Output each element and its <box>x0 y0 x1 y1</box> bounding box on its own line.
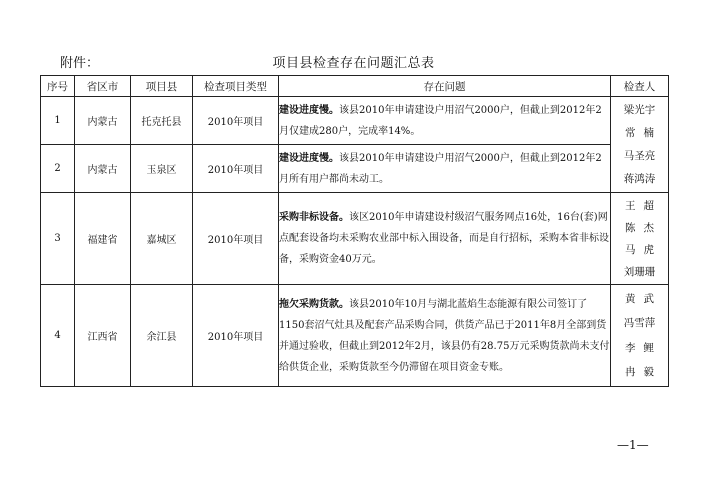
issue-text: 该区2010年申请建设村级沼气服务网点16处，16台(套)网点配套设备均未采购农业部中标入围设备，而是自行招标，采购本省非标设备，采购资金40万元。 <box>279 212 609 265</box>
issues-table <box>40 75 669 387</box>
column-header: 检查项目类型 <box>193 76 279 97</box>
table-row <box>41 285 669 387</box>
county-cell: 玉泉区 <box>131 145 193 193</box>
issue-cell <box>279 285 611 387</box>
table-row <box>41 97 669 145</box>
province-cell: 福建省 <box>75 193 131 285</box>
province-cell: 内蒙古 <box>75 145 131 193</box>
province-cell: 内蒙古 <box>75 97 131 145</box>
inspector-name: 王超 <box>625 199 662 212</box>
project-type-cell: 2010年项目 <box>193 285 279 387</box>
inspector-name: 梁光宇 <box>623 104 656 116</box>
inspectors-cell <box>611 193 669 285</box>
project-type-cell: 2010年项目 <box>193 193 279 285</box>
issue-cell <box>279 97 611 145</box>
county-cell: 嘉城区 <box>131 193 193 285</box>
inspector-name: 蒋鸿涛 <box>623 173 656 185</box>
inspector-name: 马虎 <box>625 243 662 256</box>
column-header: 存在问题 <box>279 76 611 97</box>
issue-cell <box>279 193 611 285</box>
inspectors-cell <box>611 285 669 387</box>
issue-lead: 拖欠采购货款。 <box>279 298 349 310</box>
row-number: 3 <box>41 193 75 285</box>
column-header: 省区市 <box>75 76 131 97</box>
province-cell: 江西省 <box>75 285 131 387</box>
row-number: 4 <box>41 285 75 387</box>
issue-lead: 建设进度慢。 <box>279 152 339 164</box>
issue-text: 该县2010年申请建设户用沼气2000户，但截止到2012年2月仅建成280户，完成率14%。 <box>279 104 602 137</box>
inspector-name: 冯雪萍 <box>623 317 656 330</box>
issue-text: 该县2010年10月与湖北蓝焰生态能源有限公司签订了1150套沼气灶具及配套产品采购合同，供货产品已于2011年8月全部到货并通过验收，但截止到2012年2月，该县仍有28.75万元采购货款尚未支付给供货企业，采购货款至今仍滞留在项目资金专账。 <box>279 298 610 373</box>
inspector-name: 刘珊珊 <box>623 265 656 278</box>
page-title: 项目县检查存在问题汇总表 <box>272 56 435 71</box>
inspector-name: 李鲤 <box>625 341 662 354</box>
inspector-name: 陈杰 <box>625 221 662 234</box>
issue-text: 该县2010年申请建设户用沼气2000户，但截止到2012年2月所有用户都尚未动工。 <box>279 152 602 185</box>
project-type-cell: 2010年项目 <box>193 145 279 193</box>
table-row <box>41 193 669 285</box>
issue-cell <box>279 145 611 193</box>
table-row <box>41 145 669 193</box>
issue-lead: 采购非标设备。 <box>279 212 349 223</box>
project-type-cell: 2010年项目 <box>193 97 279 145</box>
row-number: 2 <box>41 145 75 193</box>
inspectors-cell <box>611 97 669 193</box>
row-number: 1 <box>41 97 75 145</box>
inspector-name: 冉毅 <box>625 366 662 379</box>
table-header-row <box>41 76 669 97</box>
column-header: 检查人 <box>611 76 669 97</box>
inspector-name: 马圣亮 <box>623 150 656 162</box>
attachment-label: 附件： <box>60 56 100 71</box>
column-header: 序号 <box>41 76 75 97</box>
issue-lead: 建设进度慢。 <box>279 104 339 116</box>
county-cell: 托克托县 <box>131 97 193 145</box>
column-header: 项目县 <box>131 76 193 97</box>
page-number: —1— <box>617 438 649 452</box>
inspector-name: 黄武 <box>625 292 662 305</box>
county-cell: 余江县 <box>131 285 193 387</box>
inspector-name: 常楠 <box>625 127 662 139</box>
